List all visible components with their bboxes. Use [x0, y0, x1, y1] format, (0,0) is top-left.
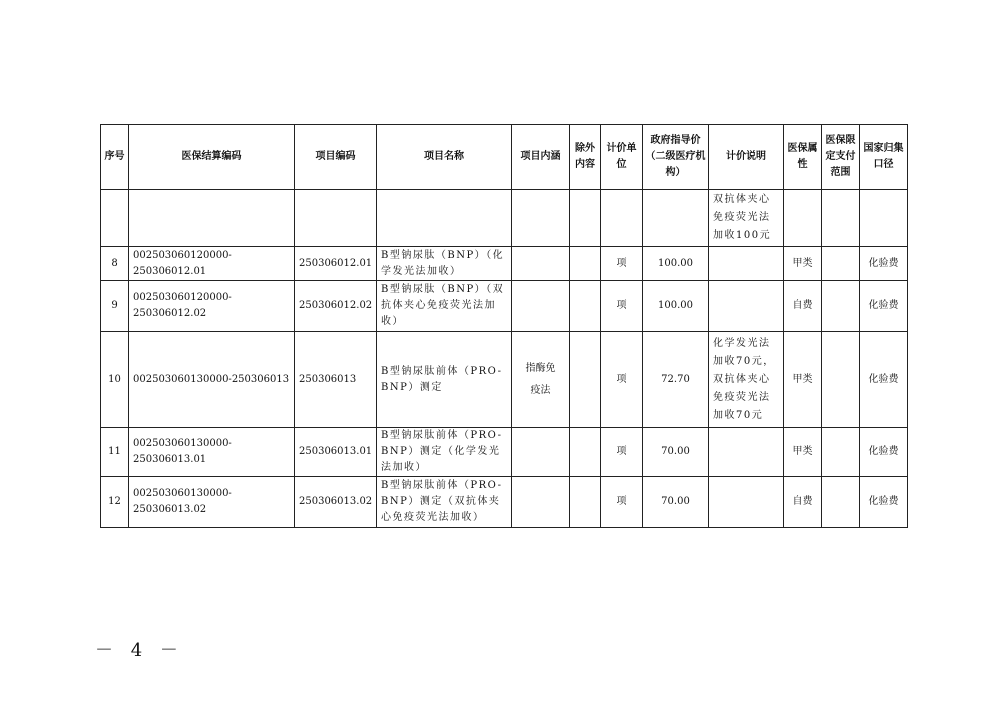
header-price-note: 计价说明: [709, 125, 784, 190]
cell-settle-code: [129, 190, 295, 247]
cell-settle-code: 002503060120000-250306012.02: [129, 281, 295, 332]
cell-scope: [822, 247, 860, 281]
cell-scope: [822, 428, 860, 477]
cell-price: [643, 190, 709, 247]
cell-connotation: [512, 190, 570, 247]
header-connotation: 项目内涵: [512, 125, 570, 190]
cell-price: 70.00: [643, 477, 709, 528]
cell-attr: 甲类: [784, 428, 822, 477]
cell-connotation: [512, 477, 570, 528]
cell-item-name: B型钠尿肽前体（PRO-BNP）测定: [377, 332, 512, 428]
cell-settle-code: 002503060120000-250306012.01: [129, 247, 295, 281]
cell-connotation: [512, 247, 570, 281]
cell-scope: [822, 190, 860, 247]
header-exclusions: 除外内容: [570, 125, 601, 190]
cell-attr: [784, 190, 822, 247]
cell-item-code: 250306013.02: [295, 477, 377, 528]
cell-exclusions: [570, 190, 601, 247]
cell-unit: 项: [601, 477, 643, 528]
cell-attr: 甲类: [784, 247, 822, 281]
table-row: [101, 247, 908, 281]
cell-exclusions: [570, 247, 601, 281]
cell-attr: 甲类: [784, 332, 822, 428]
cell-scope: [822, 477, 860, 528]
cell-unit: 项: [601, 332, 643, 428]
cell-connotation: 指酶免疫法: [512, 332, 570, 428]
cell-seq: [101, 190, 129, 247]
cell-price: 100.00: [643, 247, 709, 281]
price-table: [100, 124, 908, 528]
cell-exclusions: [570, 477, 601, 528]
cell-item-code: 250306012.01: [295, 247, 377, 281]
cell-price: 70.00: [643, 428, 709, 477]
cell-exclusions: [570, 332, 601, 428]
cell-item-name: B型钠尿肽（BNP）（化学发光法加收）: [377, 247, 512, 281]
cell-unit: 项: [601, 281, 643, 332]
cell-category: [860, 190, 908, 247]
cell-note: 化学发光法加收70元，双抗体夹心免疫荧光法加收70元: [709, 332, 784, 428]
header-item-name: 项目名称: [377, 125, 512, 190]
cell-exclusions: [570, 428, 601, 477]
cell-price: 72.70: [643, 332, 709, 428]
header-gov-price: 政府指导价（二级医疗机构）: [643, 125, 709, 190]
cell-seq: 9: [101, 281, 129, 332]
cell-unit: 项: [601, 247, 643, 281]
cell-note: [709, 247, 784, 281]
cell-category: 化验费: [860, 281, 908, 332]
cell-category: 化验费: [860, 247, 908, 281]
cell-exclusions: [570, 281, 601, 332]
cell-item-name: B型钠尿肽前体（PRO-BNP）测定（双抗体夹心免疫荧光法加收）: [377, 477, 512, 528]
cell-item-code: 250306013.01: [295, 428, 377, 477]
cell-seq: 12: [101, 477, 129, 528]
cell-item-name: [377, 190, 512, 247]
cell-category: 化验费: [860, 428, 908, 477]
cell-scope: [822, 332, 860, 428]
header-settle-code: 医保结算编码: [129, 125, 295, 190]
header-insurance-attr: 医保属性: [784, 125, 822, 190]
cell-seq: 11: [101, 428, 129, 477]
table-row: [101, 190, 908, 247]
cell-item-name: B型钠尿肽前体（PRO-BNP）测定（化学发光法加收）: [377, 428, 512, 477]
cell-note: [709, 428, 784, 477]
cell-item-code: 250306013: [295, 332, 377, 428]
cell-seq: 8: [101, 247, 129, 281]
cell-category: 化验费: [860, 477, 908, 528]
cell-unit: 项: [601, 428, 643, 477]
cell-price: 100.00: [643, 281, 709, 332]
header-scope: 医保限定支付范围: [822, 125, 860, 190]
cell-scope: [822, 281, 860, 332]
cell-connotation: [512, 428, 570, 477]
cell-settle-code: 002503060130000-250306013.01: [129, 428, 295, 477]
table-row: [101, 428, 908, 477]
header-national-category: 国家归集口径: [860, 125, 908, 190]
page-number: － 4 －: [95, 640, 184, 661]
cell-item-code: 250306012.02: [295, 281, 377, 332]
cell-note: [709, 477, 784, 528]
cell-attr: 自费: [784, 477, 822, 528]
header-unit: 计价单位: [601, 125, 643, 190]
cell-seq: 10: [101, 332, 129, 428]
cell-attr: 自费: [784, 281, 822, 332]
cell-note: 双抗体夹心免疫荧光法加收100元: [709, 190, 784, 247]
cell-item-name: B型钠尿肽（BNP）（双抗体夹心免疫荧光法加收）: [377, 281, 512, 332]
header-item-code: 项目编码: [295, 125, 377, 190]
cell-settle-code: 002503060130000-250306013: [129, 332, 295, 428]
header-seq: 序号: [101, 125, 129, 190]
table-row: [101, 332, 908, 428]
cell-category: 化验费: [860, 332, 908, 428]
table-row: [101, 477, 908, 528]
header-row: [101, 125, 908, 190]
cell-unit: [601, 190, 643, 247]
cell-settle-code: 002503060130000-250306013.02: [129, 477, 295, 528]
cell-connotation: [512, 281, 570, 332]
table-row: [101, 281, 908, 332]
cell-item-code: [295, 190, 377, 247]
cell-note: [709, 281, 784, 332]
